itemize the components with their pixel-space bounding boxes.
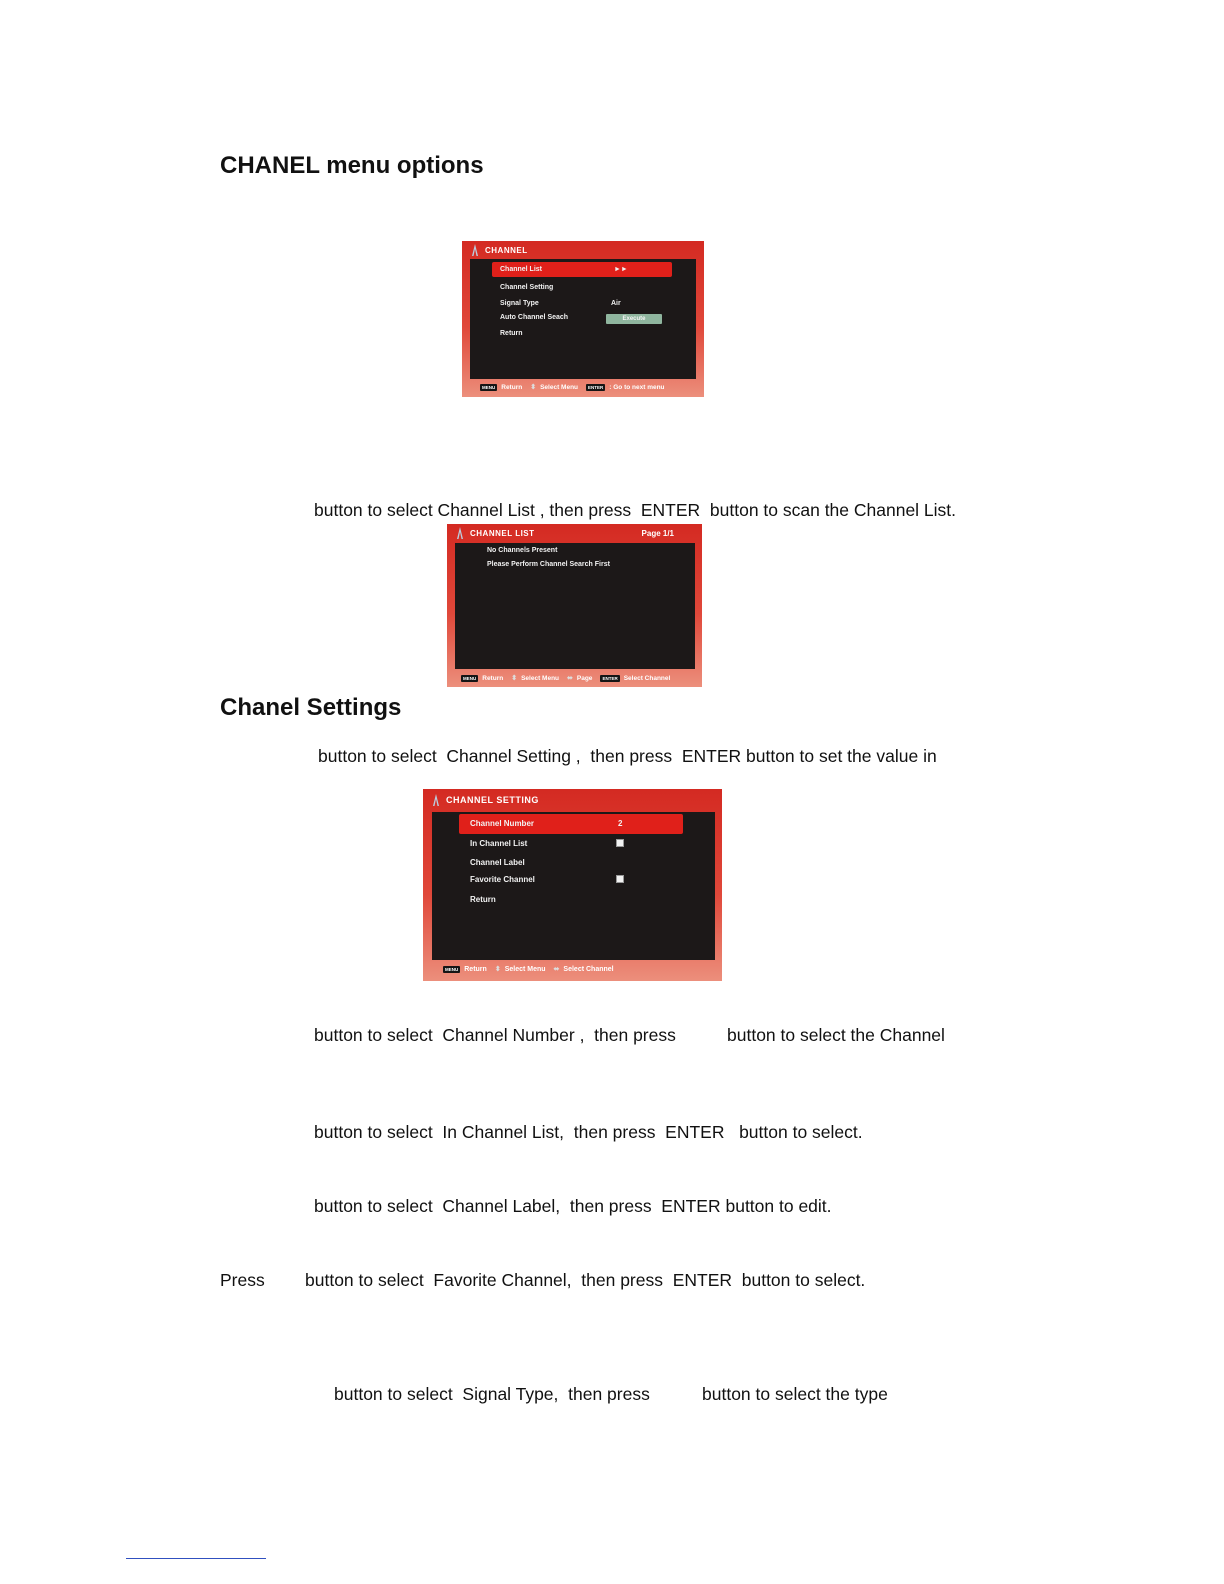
antenna-person-icon (431, 794, 441, 806)
menu-title-bar (447, 524, 702, 542)
footer-return: Return (464, 965, 487, 973)
menu-item-return[interactable]: Return (470, 895, 496, 904)
menu-footer (462, 383, 704, 391)
footer-select-channel: Select Channel (623, 674, 671, 682)
menu-item-channel-label[interactable]: Channel Label (470, 858, 525, 867)
channel-menu-screenshot (462, 241, 704, 397)
footer-return: Return (501, 383, 523, 391)
enter-key: ENTER (602, 675, 618, 681)
execute-button[interactable]: Execute (606, 314, 662, 324)
menu-item-channel-setting[interactable]: Channel Setting (500, 284, 554, 291)
left-right-arrow-icon: ⬌ (567, 675, 573, 682)
footer-page: Page (576, 674, 593, 682)
antenna-person-icon (470, 244, 480, 256)
paragraph-signal-type-a: button to select Signal Type, then press (334, 1384, 650, 1404)
menu-panel (455, 543, 695, 669)
paragraph-favorite-a: Press (220, 1270, 265, 1290)
footer-select-menu: Select Menu (540, 383, 579, 391)
paragraph-channel-number-a: button to select Channel Number , then press (314, 1025, 676, 1045)
paragraph-in-channel-list: button to select In Channel List, then press ENTER button to select. (314, 1122, 863, 1142)
menu-key: MENU (445, 966, 459, 972)
paragraph-favorite-b: button to select Favorite Channel, then press ENTER button to select. (305, 1270, 866, 1290)
footer-return: Return (482, 674, 504, 682)
antenna-person-icon (455, 527, 465, 539)
channel-list-screenshot (447, 524, 702, 687)
signal-type-value: Air (611, 300, 621, 307)
footer-select-menu: Select Menu (521, 674, 560, 682)
menu-title-bar (462, 241, 704, 259)
menu-item-return[interactable]: Return (500, 330, 523, 337)
enter-key: ENTER (588, 384, 604, 390)
up-down-arrow-icon: ⬍ (511, 675, 518, 682)
search-first-message: Please Perform Channel Search First (487, 561, 610, 568)
up-down-arrow-icon: ⬍ (530, 384, 537, 391)
menu-item-favorite-channel[interactable]: Favorite Channel (470, 875, 535, 884)
menu-footer (423, 965, 722, 973)
menu-title: CHANNEL SETTING (446, 795, 539, 805)
footnote-divider (126, 1558, 266, 1559)
footer-next-menu: : Go to next menu (609, 383, 665, 391)
menu-item-channel-number[interactable]: Channel Number (470, 819, 535, 828)
menu-title: CHANNEL LIST (470, 528, 535, 538)
paragraph-channel-number-b: button to select the Channel (727, 1025, 945, 1045)
section-heading-channel-menu: CHANEL menu options (220, 152, 484, 179)
checkbox-icon[interactable] (616, 875, 624, 883)
footer-select-menu: Select Menu (504, 965, 546, 973)
arrow-right-icon: ►► (614, 266, 628, 273)
up-down-arrow-icon: ⬍ (494, 966, 501, 973)
menu-key: MENU (482, 384, 496, 390)
menu-title: CHANNEL (485, 245, 528, 255)
left-right-arrow-icon: ⬌ (553, 966, 560, 973)
page-indicator: Page 1/1 (641, 528, 674, 538)
menu-panel (470, 259, 696, 379)
channel-number-value: 2 (618, 819, 623, 828)
menu-item-signal-type[interactable]: Signal Type (500, 300, 539, 307)
menu-item-in-channel-list[interactable]: In Channel List (470, 839, 528, 848)
section-heading-channel-settings: Chanel Settings (220, 694, 402, 721)
menu-panel (432, 812, 715, 960)
footer-select-channel: Select Channel (563, 965, 614, 973)
paragraph-channel-setting: button to select Channel Setting , then press ENTER button to set the value in (318, 746, 937, 766)
channel-setting-screenshot (423, 789, 722, 981)
menu-footer (447, 674, 702, 682)
no-channels-message: No Channels Present (487, 547, 558, 554)
menu-key: MENU (463, 675, 477, 681)
paragraph-channel-list: button to select Channel List , then press ENTER button to scan the Channel List. (314, 500, 957, 520)
menu-item-channel-list[interactable]: Channel List (500, 266, 543, 273)
menu-item-auto-channel-search[interactable]: Auto Channel Seach (500, 314, 569, 321)
paragraph-channel-label: button to select Channel Label, then press ENTER button to edit. (314, 1196, 832, 1216)
checkbox-icon[interactable] (616, 839, 624, 847)
menu-title-bar (423, 789, 722, 811)
paragraph-signal-type-b: button to select the type (702, 1384, 888, 1404)
